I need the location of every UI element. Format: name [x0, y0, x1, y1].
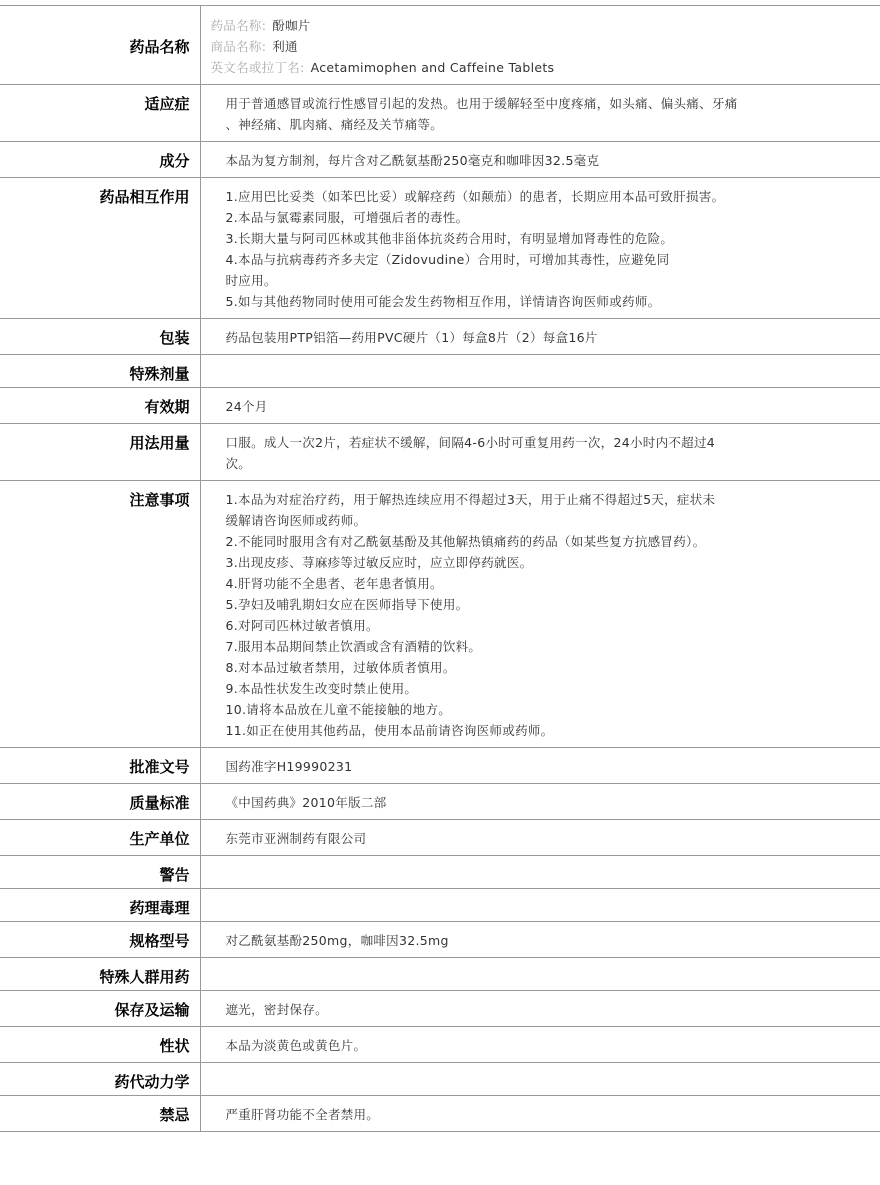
- value-line: 对乙酰氨基酚250mg，咖啡因32.5mg: [225, 933, 449, 948]
- generic-name-value: 酚咖片: [272, 18, 311, 33]
- spec-row: [0, 1027, 880, 1063]
- drug-name-cell: [200, 6, 880, 85]
- row-value: [200, 1063, 880, 1096]
- value-line: 6.对阿司匹林过敏者慎用。: [225, 618, 379, 633]
- row-value: [200, 958, 880, 991]
- row-value: [200, 178, 880, 319]
- row-label: 批准文号: [0, 748, 200, 784]
- row-label: 禁忌: [0, 1096, 200, 1132]
- generic-name-key: 药品名称:: [210, 18, 267, 33]
- row-value: [200, 1096, 880, 1132]
- row-value: [200, 991, 880, 1027]
- row-value: [200, 388, 880, 424]
- value-line: 本品为复方制剂，每片含对乙酰氨基酚250毫克和咖啡因32.5毫克: [225, 153, 600, 168]
- row-label: 性状: [0, 1027, 200, 1063]
- row-label: 药品名称: [0, 6, 200, 85]
- row-value: [200, 856, 880, 889]
- trade-name-value: 利通: [272, 39, 298, 54]
- row-value: [200, 1027, 880, 1063]
- english-name-line: [211, 57, 867, 78]
- value-line: 次。: [225, 456, 252, 471]
- value-line: 2.本品与氯霉素同服，可增强后者的毒性。: [225, 210, 469, 225]
- value-line: 9.本品性状发生改变时禁止使用。: [225, 681, 418, 696]
- spec-row: [0, 748, 880, 784]
- row-label: 特殊人群用药: [0, 958, 200, 991]
- value-line: 10.请将本品放在儿童不能接触的地方。: [225, 702, 452, 717]
- value-line: 1.应用巴比妥类（如苯巴比妥）或解痉药（如颠茄）的患者，长期应用本品可致肝损害。: [225, 189, 725, 204]
- row-value: [200, 85, 880, 142]
- spec-row: [0, 856, 880, 889]
- value-line: 遮光，密封保存。: [225, 1002, 328, 1017]
- value-line: 4.本品与抗病毒药齐多夫定（Zidovudine）合用时，可增加其毒性，应避免同: [225, 252, 670, 267]
- row-label: 有效期: [0, 388, 200, 424]
- row-value: [200, 481, 880, 748]
- spec-row: [0, 142, 880, 178]
- spec-row: [0, 922, 880, 958]
- value-line: 东莞市亚洲制药有限公司: [225, 831, 367, 846]
- value-line: 5.孕妇及哺乳期妇女应在医师指导下使用。: [225, 597, 469, 612]
- english-name-key: 英文名或拉丁名:: [210, 60, 305, 75]
- spec-row: [0, 319, 880, 355]
- row-label: 成分: [0, 142, 200, 178]
- spec-row: [0, 481, 880, 748]
- generic-name-line: [211, 15, 867, 36]
- row-value: [200, 142, 880, 178]
- trade-name-key: 商品名称:: [210, 39, 267, 54]
- row-value: [200, 748, 880, 784]
- value-line: 8.对本品过敏者禁用，过敏体质者慎用。: [225, 660, 456, 675]
- value-line: 、神经痛、肌肉痛、痛经及关节痛等。: [225, 117, 444, 132]
- spec-row: [0, 991, 880, 1027]
- spec-row: [0, 388, 880, 424]
- row-label: 质量标准: [0, 784, 200, 820]
- trade-name-line: [211, 36, 867, 57]
- value-line: 11.如正在使用其他药品，使用本品前请咨询医师或药师。: [225, 723, 554, 738]
- row-value: [200, 355, 880, 388]
- value-line: 口服。成人一次2片，若症状不缓解，间隔4-6小时可重复用药一次，24小时内不超过4: [225, 435, 716, 450]
- spec-row: [0, 424, 880, 481]
- value-line: 7.服用本品期间禁止饮酒或含有酒精的饮料。: [225, 639, 482, 654]
- row-label: 药理毒理: [0, 889, 200, 922]
- value-line: 3.长期大量与阿司匹林或其他非甾体抗炎药合用时，有明显增加肾毒性的危险。: [225, 231, 674, 246]
- spec-row: [0, 889, 880, 922]
- value-line: 5.如与其他药物同时使用可能会发生药物相互作用，详情请咨询医师或药师。: [225, 294, 661, 309]
- row-label: 警告: [0, 856, 200, 889]
- row-value: [200, 922, 880, 958]
- row-label: 注意事项: [0, 481, 200, 748]
- english-name-value: Acetamimophen and Caffeine Tablets: [310, 60, 555, 75]
- value-line: 本品为淡黄色或黄色片。: [225, 1038, 367, 1053]
- value-line: 缓解请咨询医师或药师。: [225, 513, 367, 528]
- drug-spec-table: [0, 5, 880, 1132]
- row-label: 规格型号: [0, 922, 200, 958]
- spec-row: [0, 1096, 880, 1132]
- row-value: [200, 820, 880, 856]
- spec-row: [0, 355, 880, 388]
- row-label: 包装: [0, 319, 200, 355]
- spec-row-drug-name: [0, 6, 880, 85]
- row-label: 特殊剂量: [0, 355, 200, 388]
- row-label: 用法用量: [0, 424, 200, 481]
- value-line: 《中国药典》2010年版二部: [225, 795, 387, 810]
- value-line: 时应用。: [225, 273, 277, 288]
- row-value: [200, 424, 880, 481]
- row-label: 保存及运输: [0, 991, 200, 1027]
- value-line: 2.不能同时服用含有对乙酰氨基酚及其他解热镇痛药的药品（如某些复方抗感冒药）。: [225, 534, 706, 549]
- value-line: 严重肝肾功能不全者禁用。: [225, 1107, 380, 1122]
- spec-row: [0, 85, 880, 142]
- row-label: 生产单位: [0, 820, 200, 856]
- spec-row: [0, 820, 880, 856]
- spec-row: [0, 784, 880, 820]
- spec-row: [0, 178, 880, 319]
- row-value: [200, 319, 880, 355]
- row-value: [200, 784, 880, 820]
- spec-table-body: [0, 6, 880, 1132]
- value-line: 1.本品为对症治疗药，用于解热连续应用不得超过3天，用于止痛不得超过5天，症状未: [225, 492, 716, 507]
- value-line: 用于普通感冒或流行性感冒引起的发热。也用于缓解轻至中度疼痛，如头痛、偏头痛、牙痛: [225, 96, 738, 111]
- row-value: [200, 889, 880, 922]
- row-label: 适应症: [0, 85, 200, 142]
- value-line: 24个月: [225, 399, 268, 414]
- value-line: 药品包装用PTP铝箔—药用PVC硬片（1）每盒8片（2）每盒16片: [225, 330, 598, 345]
- value-line: 国药准字H19990231: [225, 759, 353, 774]
- row-label: 药代动力学: [0, 1063, 200, 1096]
- value-line: 3.出现皮疹、荨麻疹等过敏反应时，应立即停药就医。: [225, 555, 533, 570]
- row-label: 药品相互作用: [0, 178, 200, 319]
- value-line: 4.肝肾功能不全患者、老年患者慎用。: [225, 576, 443, 591]
- spec-row: [0, 1063, 880, 1096]
- spec-row: [0, 958, 880, 991]
